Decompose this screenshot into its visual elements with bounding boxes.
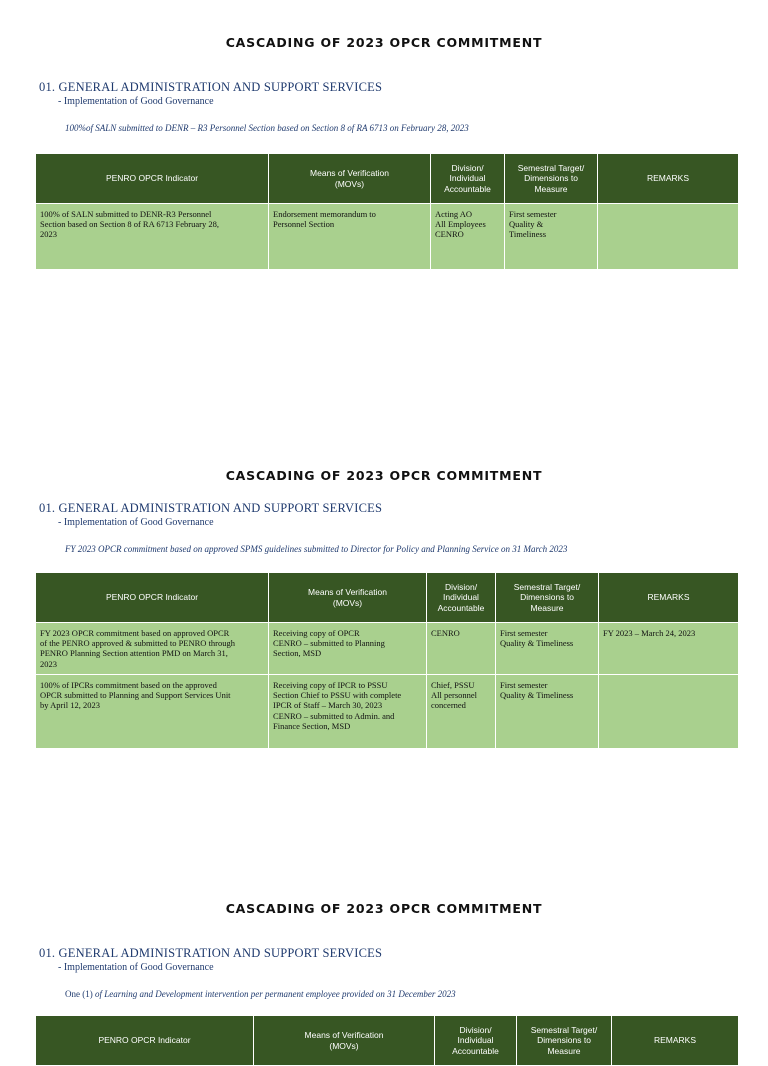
section-heading: 01. GENERAL ADMINISTRATION AND SUPPORT SERVICES: [39, 501, 383, 515]
header-target: Semestral Target/ Dimensions to Measure: [505, 154, 598, 204]
page-title: CASCADING OF 2023 OPCR COMMITMENT: [225, 35, 543, 50]
commitment-note-text: FY 2023 OPCR commitment based on approved SPMS guidelines submitted to Director for Policy and Planning Service on 31 March 2023: [65, 544, 568, 554]
cell-movs: Receiving copy of OPCR CENRO – submitted to Planning Section, MSD: [269, 623, 427, 675]
commitment-note-text: of Learning and Development intervention per permanent employee provided on 31 December 2023: [95, 989, 456, 999]
cell-movs: Endorsement memorandum to Personnel Section: [269, 204, 431, 270]
header-indicator: PENRO OPCR Indicator: [36, 154, 269, 204]
cell-indicator: 100% of IPCRs commitment based on the approved OPCR submitted to Planning and Support Services Unit by April 12, 2023: [36, 675, 269, 749]
page-title: CASCADING OF 2023 OPCR COMMITMENT: [225, 901, 543, 916]
table-row: [36, 623, 739, 675]
header-remarks: REMARKS: [598, 154, 739, 204]
opcr-table: [35, 153, 739, 270]
opcr-table: [35, 1015, 739, 1066]
cell-division: CENRO: [427, 623, 496, 675]
header-movs: Means of Verification (MOVs): [269, 573, 427, 623]
header-remarks: REMARKS: [599, 573, 739, 623]
commitment-note-lead: One (1): [65, 989, 95, 999]
commitment-note-text: 100%of SALN submitted to DENR – R3 Personnel Section based on Section 8 of RA 6713 on February 28, 2023: [65, 123, 469, 133]
header-division: Division/ Individual Accountable: [427, 573, 496, 623]
header-indicator: PENRO OPCR Indicator: [36, 573, 269, 623]
header-target: Semestral Target/ Dimensions to Measure: [517, 1016, 612, 1066]
header-movs: Means of Verification (MOVs): [254, 1016, 435, 1066]
section-subheading: - Implementation of Good Governance: [58, 517, 214, 528]
opcr-table: [35, 572, 739, 749]
section-heading: 01. GENERAL ADMINISTRATION AND SUPPORT SERVICES: [39, 80, 383, 94]
table-row: [36, 204, 739, 270]
cell-division: Acting AO All Employees CENRO: [431, 204, 505, 270]
cell-indicator: FY 2023 OPCR commitment based on approved OPCR of the PENRO approved & submitted to PENRO through PENRO Planning Section attention PMD on March 31, 2023: [36, 623, 269, 675]
cell-target: First semester Quality & Timeliness: [496, 623, 599, 675]
header-division: Division/ Individual Accountable: [431, 154, 505, 204]
table-row: [36, 675, 739, 749]
cell-target: First semester Quality & Timeliness: [505, 204, 598, 270]
section-heading: 01. GENERAL ADMINISTRATION AND SUPPORT SERVICES: [39, 946, 383, 960]
header-target: Semestral Target/ Dimensions to Measure: [496, 573, 599, 623]
header-indicator: PENRO OPCR Indicator: [36, 1016, 254, 1066]
commitment-note: [65, 123, 469, 133]
header-division: Division/ Individual Accountable: [435, 1016, 517, 1066]
header-movs: Means of Verification (MOVs): [269, 154, 431, 204]
cell-remarks: [598, 204, 739, 270]
cell-remarks: [599, 675, 739, 749]
cell-division: Chief, PSSU All personnel concerned: [427, 675, 496, 749]
cell-remarks: FY 2023 – March 24, 2023: [599, 623, 739, 675]
section-subheading: - Implementation of Good Governance: [58, 962, 214, 973]
header-remarks: REMARKS: [612, 1016, 739, 1066]
page-title: CASCADING OF 2023 OPCR COMMITMENT: [225, 468, 543, 483]
cell-target: First semester Quality & Timeliness: [496, 675, 599, 749]
section-subheading: - Implementation of Good Governance: [58, 96, 214, 107]
commitment-note: [65, 989, 456, 999]
cell-indicator: 100% of SALN submitted to DENR-R3 Personnel Section based on Section 8 of RA 6713 February 28, 2023: [36, 204, 269, 270]
cell-movs: Receiving copy of IPCR to PSSU Section Chief to PSSU with complete IPCR of Staff – March 30, 2023 CENRO – submitted to Admin. and Finance Section, MSD: [269, 675, 427, 749]
commitment-note: [65, 544, 567, 554]
